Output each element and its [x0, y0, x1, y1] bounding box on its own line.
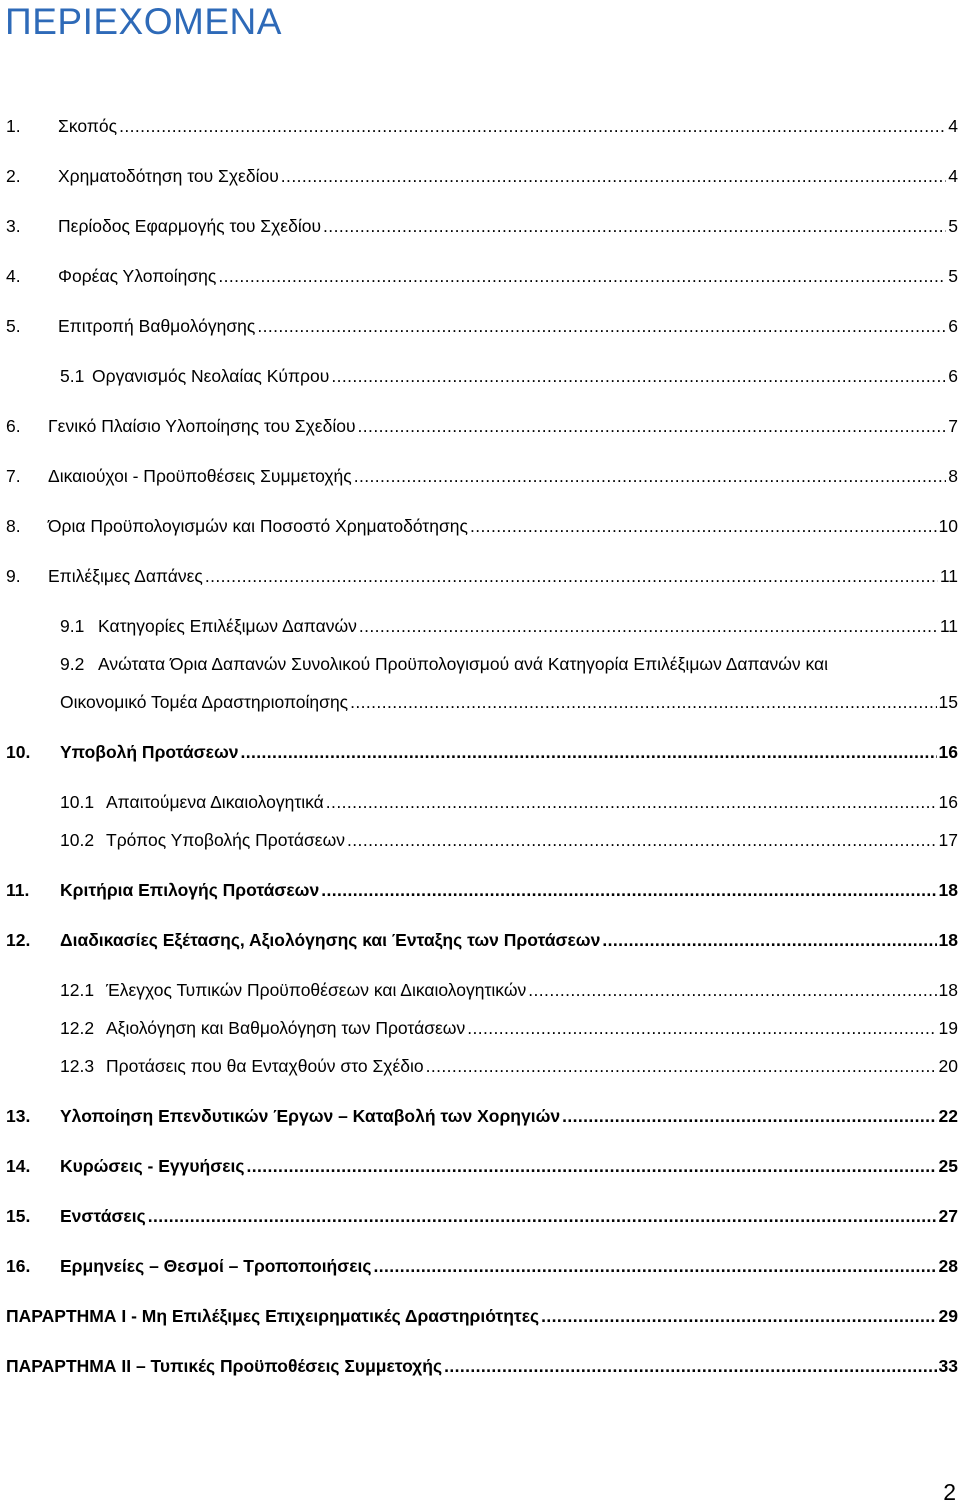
toc-leader	[602, 927, 936, 953]
toc-leader	[218, 263, 946, 289]
toc-page: 10	[938, 516, 958, 536]
toc-page: 11	[939, 566, 958, 586]
toc-title: Χρηματοδότηση του Σχεδίου	[58, 166, 279, 186]
toc-page: 5	[948, 216, 958, 236]
toc-page: 18	[938, 980, 958, 1000]
toc-title: Οικονομικό Τομέα Δραστηριοποίησης	[60, 692, 349, 712]
toc-page: 18	[938, 880, 958, 900]
toc-leader	[354, 463, 947, 489]
toc-entry[interactable]	[0, 513, 960, 539]
toc-leader	[257, 313, 946, 339]
toc-page: 29	[938, 1306, 958, 1326]
toc-leader	[562, 1103, 936, 1129]
toc-entry[interactable]	[0, 1153, 960, 1179]
toc-number: 12.	[6, 930, 31, 950]
toc-subentry[interactable]	[0, 977, 960, 1003]
toc-leader	[205, 563, 938, 589]
toc-title: Όρια Προϋπολογισμών και Ποσοστό Χρηματοδότησης	[48, 516, 468, 536]
toc-leader	[331, 363, 946, 389]
toc-entry[interactable]	[0, 213, 960, 239]
toc-entry[interactable]	[0, 463, 960, 489]
toc-title: Έλεγχος Τυπικών Προϋποθέσεων και Δικαιολογητικών	[106, 980, 527, 1000]
toc-page: 27	[938, 1206, 958, 1226]
toc-number: 9.2	[60, 654, 85, 674]
toc-number: 10.1	[60, 792, 95, 812]
toc-leader	[470, 513, 937, 539]
toc-number: 14.	[6, 1156, 31, 1176]
toc-title: Προτάσεις που θα Ενταχθούν στο Σχέδιο	[106, 1056, 424, 1076]
toc-title: Κατηγορίες Επιλέξιμων Δαπανών	[98, 616, 357, 636]
page-title: ΠΕΡΙΕΧΟΜΕΝΑ	[5, 1, 282, 42]
toc-leader	[326, 789, 937, 815]
toc-title: Τρόπος Υποβολής Προτάσεων	[106, 830, 346, 850]
toc-entry[interactable]	[0, 739, 960, 765]
toc-page: 20	[938, 1056, 958, 1076]
toc-number: 9.1	[60, 616, 85, 636]
toc-title: Επιτροπή Βαθμολόγησης	[58, 316, 256, 336]
toc-number: 12.2	[60, 1018, 95, 1038]
toc-number: 12.1	[60, 980, 95, 1000]
toc-number: 6.	[6, 416, 21, 436]
toc-entry[interactable]	[0, 163, 960, 189]
toc-subentry[interactable]	[0, 1015, 960, 1041]
toc-page: 6	[948, 366, 958, 386]
toc-page: 19	[938, 1018, 958, 1038]
toc-number: 11.	[6, 880, 30, 900]
toc-title: Ερμηνείες – Θεσμοί – Τροποποιήσεις	[60, 1256, 372, 1276]
toc-leader	[323, 213, 946, 239]
toc-entry[interactable]	[0, 563, 960, 589]
toc-page: 17	[938, 830, 958, 850]
toc-leader	[528, 977, 936, 1003]
toc-number: 5.	[6, 316, 21, 336]
toc-title: Ανώτατα Όρια Δαπανών Συνολικού Προϋπολογισμού ανά Κατηγορία Επιλέξιμων Δαπανών και	[98, 654, 829, 674]
toc-title: Κριτήρια Επιλογής Προτάσεων	[60, 880, 320, 900]
toc-number: 13.	[6, 1106, 31, 1126]
toc-leader	[358, 413, 947, 439]
toc-leader	[240, 739, 936, 765]
toc-entry[interactable]	[0, 927, 960, 953]
toc-leader	[148, 1203, 937, 1229]
toc-page: 5	[948, 266, 958, 286]
toc-title: Οργανισμός Νεολαίας Κύπρου	[92, 366, 330, 386]
toc-leader	[350, 689, 936, 715]
toc-number: 9.	[6, 566, 21, 586]
toc-number: 16.	[6, 1256, 31, 1276]
toc-number: 2.	[6, 166, 21, 186]
toc-leader	[359, 613, 938, 639]
toc-title: Φορέας Υλοποίησης	[58, 266, 217, 286]
toc-page: 16	[938, 742, 958, 762]
toc-entry[interactable]	[0, 313, 960, 339]
toc-number: 8.	[6, 516, 21, 536]
toc-leader	[467, 1015, 936, 1041]
toc-title: Δικαιούχοι - Προϋποθέσεις Συμμετοχής	[48, 466, 352, 486]
toc-leader	[426, 1053, 937, 1079]
toc-title: Κυρώσεις - Εγγυήσεις	[60, 1156, 245, 1176]
toc-number: 1.	[6, 116, 21, 136]
toc-number: 7.	[6, 466, 21, 486]
toc-title: Σκοπός	[58, 116, 118, 136]
toc-entry[interactable]	[0, 1103, 960, 1129]
toc-title: ΠΑΡΑΡΤΗΜΑ Ι - Μη Επιλέξιμες Επιχειρηματικές Δραστηριότητες	[6, 1306, 540, 1326]
toc-subentry[interactable]	[0, 613, 960, 639]
toc-annex-entry[interactable]	[0, 1353, 960, 1379]
toc-page: 22	[938, 1106, 958, 1126]
toc-entry[interactable]	[0, 263, 960, 289]
toc-number: 3.	[6, 216, 21, 236]
toc-number: 10.	[6, 742, 31, 762]
toc-subentry[interactable]	[0, 651, 960, 677]
toc-title: Γενικό Πλαίσιο Υλοποίησης του Σχεδίου	[48, 416, 356, 436]
toc-title: Περίοδος Εφαρμογής του Σχεδίου	[58, 216, 322, 236]
toc-entry[interactable]	[0, 113, 960, 139]
toc-title: Απαιτούμενα Δικαιολογητικά	[106, 792, 324, 812]
toc-leader	[444, 1353, 936, 1379]
toc-entry[interactable]	[0, 1203, 960, 1229]
toc-page: 25	[938, 1156, 958, 1176]
toc-leader	[347, 827, 937, 853]
toc-subentry[interactable]	[0, 789, 960, 815]
toc-page: 18	[938, 930, 958, 950]
toc-number: 5.1	[60, 366, 85, 386]
toc-leader	[374, 1253, 937, 1279]
toc-entry[interactable]	[0, 1253, 960, 1279]
toc-subentry[interactable]	[0, 1053, 960, 1079]
toc-title: Επιλέξιμες Δαπάνες	[48, 566, 203, 586]
toc-page: 4	[948, 116, 958, 136]
toc-leader	[541, 1303, 936, 1329]
toc-leader	[119, 113, 946, 139]
toc-page: 15	[938, 692, 958, 712]
toc-page: 28	[938, 1256, 958, 1276]
toc-subentry[interactable]	[0, 363, 960, 389]
toc-page: 4	[948, 166, 958, 186]
toc-page: 11	[939, 616, 958, 636]
toc-number: 4.	[6, 266, 21, 286]
toc-leader	[281, 163, 946, 189]
toc-number: 10.2	[60, 830, 95, 850]
toc-title: ΠΑΡΑΡΤΗΜΑ ΙΙ – Τυπικές Προϋποθέσεις Συμμετοχής	[6, 1356, 443, 1376]
page-number: 2	[943, 1479, 956, 1505]
toc-page: 16	[938, 792, 958, 812]
toc-title: Ενστάσεις	[60, 1206, 146, 1226]
toc-page: 7	[948, 416, 958, 436]
toc-leader	[246, 1153, 936, 1179]
toc-page: 6	[948, 316, 958, 336]
toc-page: 8	[948, 466, 958, 486]
toc-subentry[interactable]	[0, 827, 960, 853]
toc-entry[interactable]	[0, 413, 960, 439]
toc-title: Υποβολή Προτάσεων	[60, 742, 239, 762]
toc-subentry-continuation[interactable]	[0, 689, 960, 715]
toc-number: 15.	[6, 1206, 31, 1226]
toc-entry[interactable]	[0, 877, 960, 903]
toc-title: Διαδικασίες Εξέτασης, Αξιολόγησης και Ένταξης των Προτάσεων	[60, 930, 601, 950]
toc-number: 12.3	[60, 1056, 95, 1076]
toc-leader	[321, 877, 936, 903]
toc-title: Αξιολόγηση και Βαθμολόγηση των Προτάσεων	[106, 1018, 466, 1038]
toc-title: Υλοποίηση Επενδυτικών Έργων – Καταβολή των Χορηγιών	[60, 1106, 561, 1126]
toc-annex-entry[interactable]	[0, 1303, 960, 1329]
toc-page: 33	[938, 1356, 958, 1376]
